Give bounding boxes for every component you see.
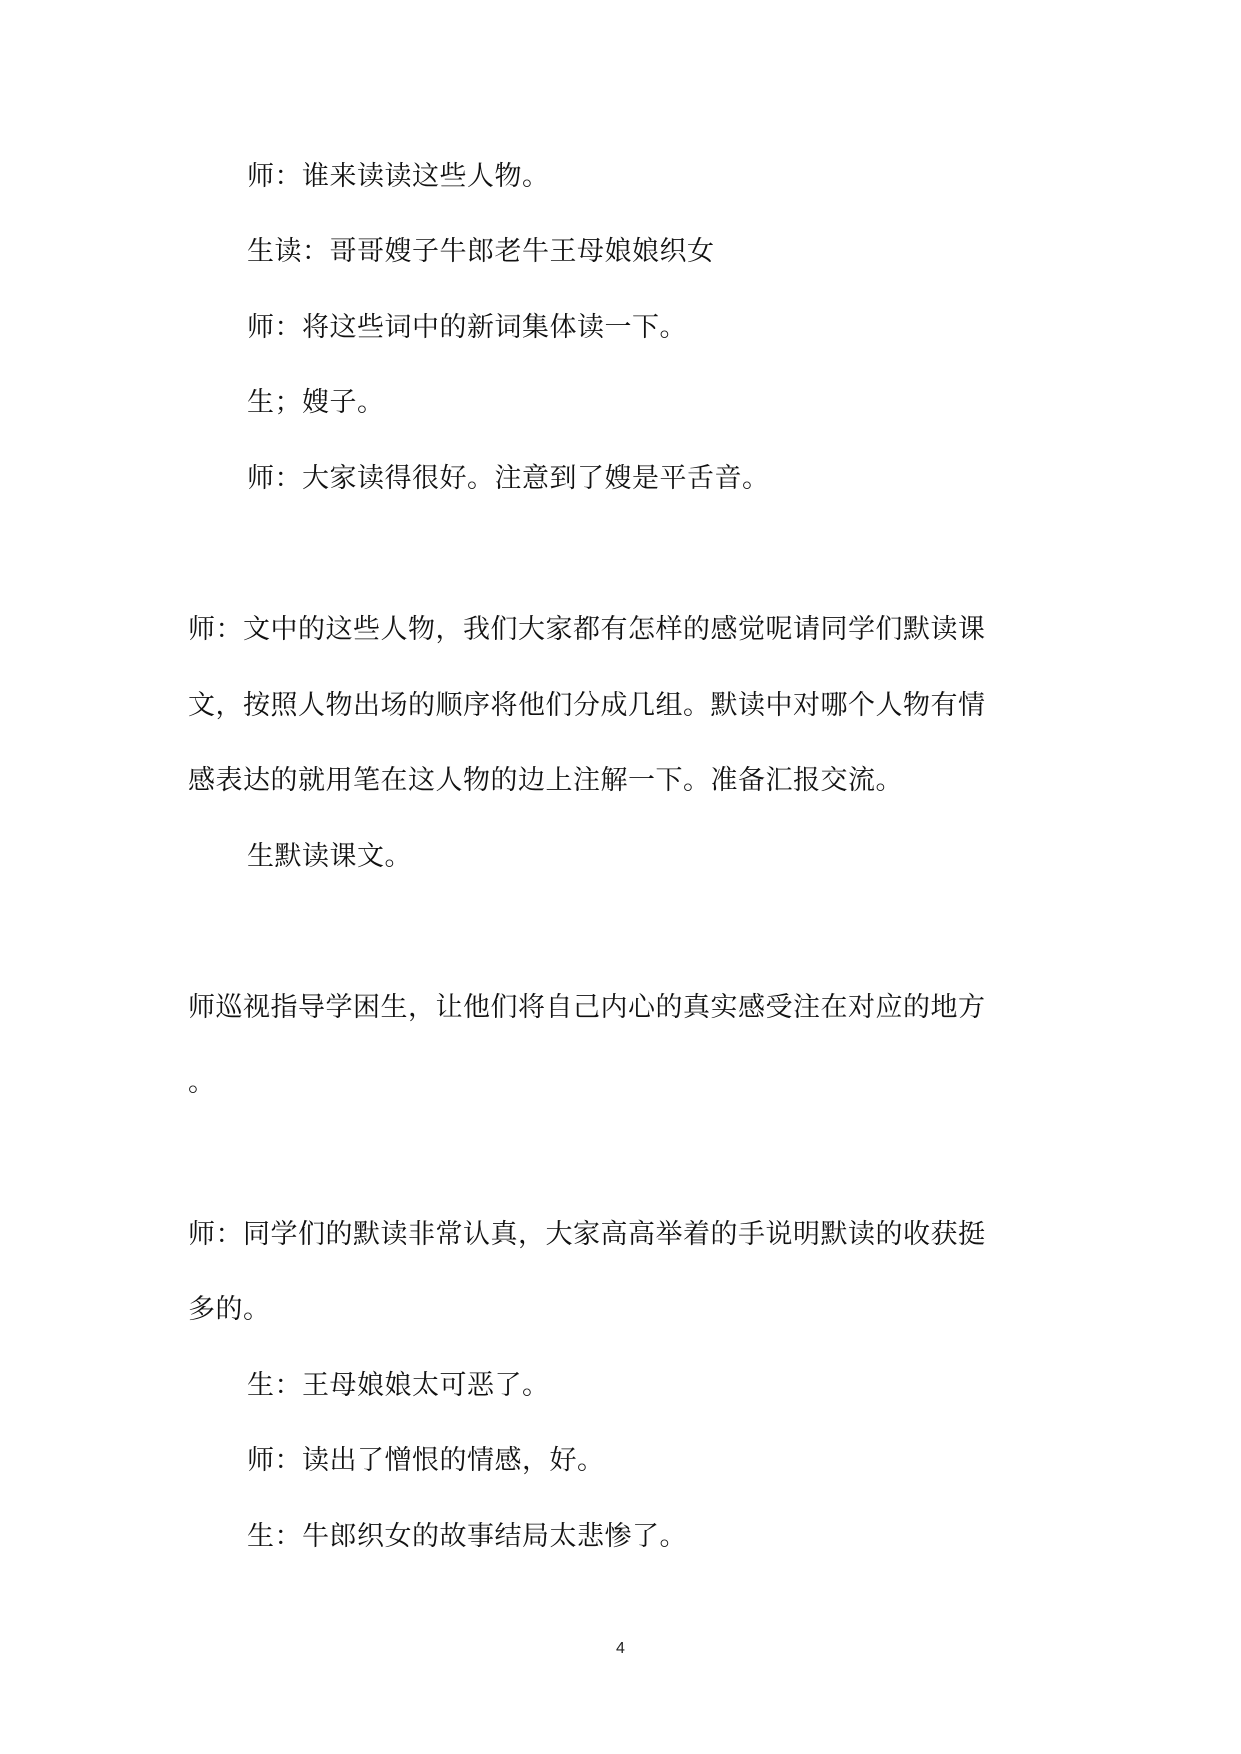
text-line: 。: [188, 1067, 216, 1098]
text-line: 师：读出了憎恨的情感，好。: [247, 1445, 605, 1476]
text-line: 师：大家读得很好。注意到了嫂是平舌音。: [247, 463, 770, 494]
text-line: 生读：哥哥嫂子牛郎老牛王母娘娘织女: [247, 236, 715, 267]
text-line: 文，按照人物出场的顺序将他们分成几组。默读中对哪个人物有情: [188, 690, 986, 721]
text-line: 生默读课文。: [247, 841, 412, 872]
text-line: 生；嫂子。: [247, 387, 385, 418]
page-number: 4: [616, 1640, 625, 1657]
text-line: 师：同学们的默读非常认真，大家高高举着的手说明默读的收获挺: [188, 1219, 986, 1250]
text-line: 感表达的就用笔在这人物的边上注解一下。准备汇报交流。: [188, 765, 903, 796]
text-line: 师：将这些词中的新词集体读一下。: [247, 312, 687, 343]
text-line: 师：谁来读读这些人物。: [247, 161, 550, 192]
text-line: 师：文中的这些人物，我们大家都有怎样的感觉呢请同学们默读课: [188, 614, 986, 645]
text-line: 师巡视指导学困生，让他们将自己内心的真实感受注在对应的地方: [188, 992, 986, 1023]
text-line: 生：王母娘娘太可恶了。: [247, 1370, 550, 1401]
text-line: 生：牛郎织女的故事结局太悲惨了。: [247, 1521, 687, 1552]
text-line: 多的。: [188, 1294, 271, 1325]
